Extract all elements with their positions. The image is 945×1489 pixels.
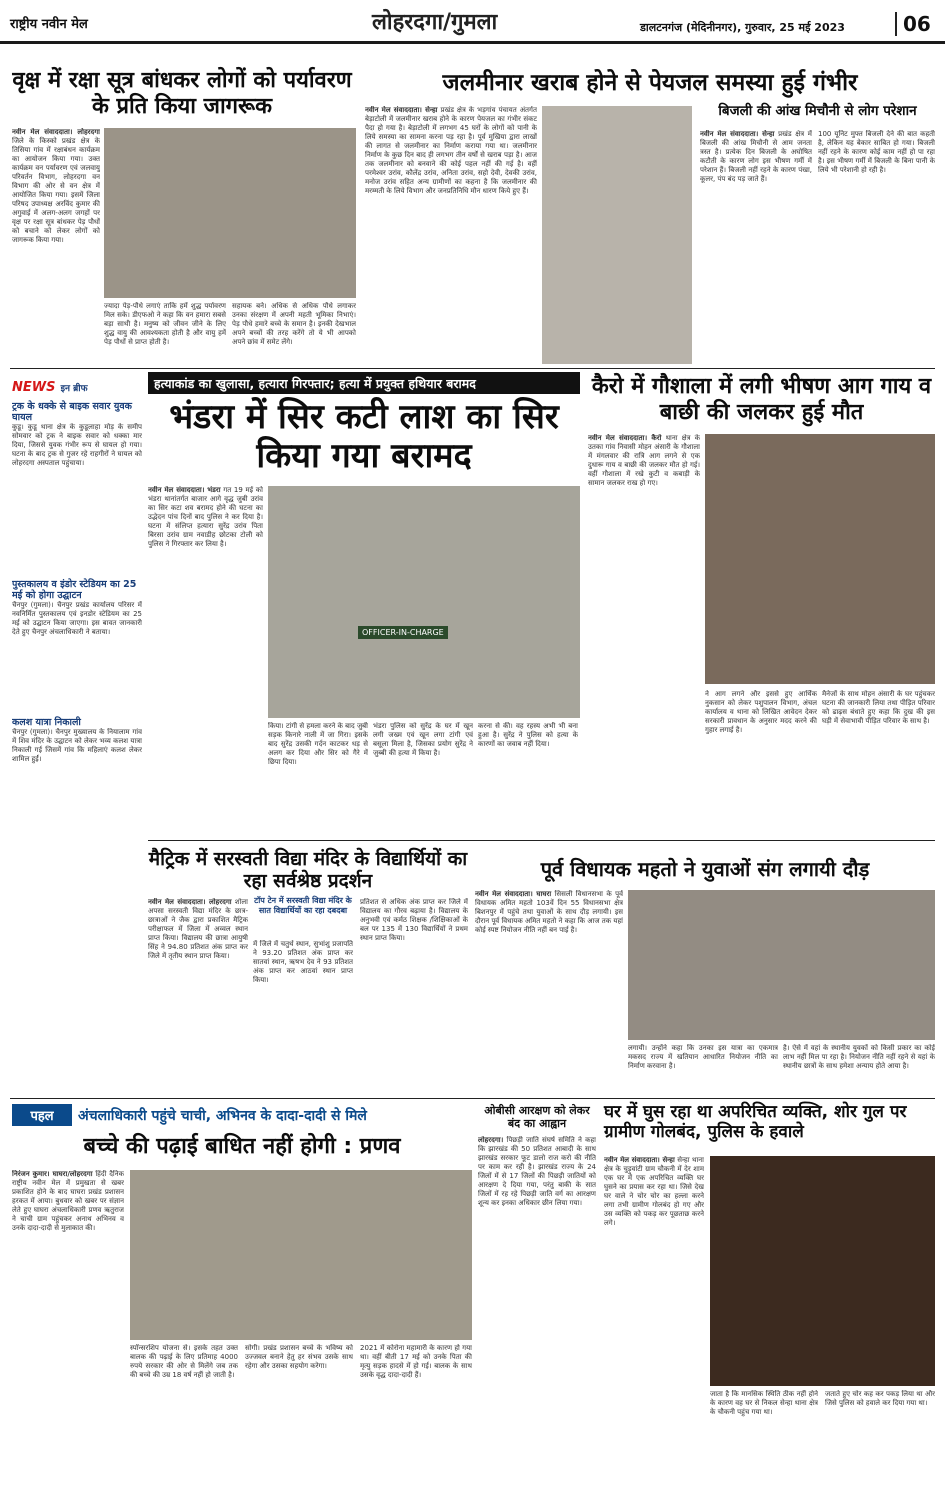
- officer-sign: OFFICER-IN-CHARGE: [358, 626, 448, 639]
- story6-text: शोला अपसा सरस्वती विद्या मंदिर के छात्र-छात्राओं ने जैक द्वारा प्रकाशित मैट्रिक परीक्षाफल में जिला में अव्वल स्थान प्राप्त किया। विद्यालय की छात्रा आयुषी सिंह ने 94.80 प्रतिशत अंक प्राप्त कर जिले में तृतीय स्थान प्राप्त किया।: [148, 898, 248, 960]
- brief-text: कुडू। कुडू थाना क्षेत्र के कुडूलाहा मोड़ के समीप सोमवार को ट्रक ने बाइक सवार को धक्का मार दिया, जिससे युवक गंभीर रूप से घायल हो गया। घटना के बाद ट्रक से गुजर रहे राहगीरों ने घायल को लोहरदगा अस्पताल पहुंचाया।: [12, 423, 142, 467]
- page-number: 06: [895, 12, 931, 36]
- story2-body: [365, 106, 537, 364]
- story4-text: गत 19 मई को भंडरा थानांतर्गत बाजार आगे वृद्ध जुबी उरांव का सिर कटा शव बरामद होने की घटना का उद्भेदन पांच दिनों बाद पुलिस ने कर दिया है। घटना में संलिप्त हत्यारा सुरेंद्र उरांव पिता बिरसा उरांव ग्राम नवाडीह छोटका टोली को पुलिस ने गिरफ्तार कर लिया है।: [148, 486, 263, 548]
- brief-item: [12, 717, 142, 838]
- story10-photo-suspect: [710, 1156, 935, 1386]
- story4-kicker: हत्याकांड का खुलासा, हत्यारा गिरफ्तार; हत्या में प्रयुक्त हथियार बरामद: [148, 372, 580, 394]
- story6-body: [148, 898, 248, 1094]
- story10-col2: जाता है कि मानसिक स्थिति ठीक नहीं होने के कारण वह घर से निकल सेन्हा थाना क्षेत्र के चौकनी पहुंच गया था।: [710, 1390, 818, 1416]
- story7-text: सिसली विधानसभा के पूर्व विधायक अमित महतो 103वें दिन 55 विधानसभा क्षेत्र बिशनपुर में पहुंचे तथा युवाओं के साथ दौड़ लगायी। इस दौरान पूर्व विधायक अमित महतो ने कहा कि आज तक यहां कोई स्पष्ट नियोजन नीति नहीं बन पाई है।: [475, 890, 623, 934]
- news-brief-logo: NEWS: [12, 380, 56, 395]
- story7-col2: लगायी। उन्होंने कहा कि उनका इस यात्रा का एकमात्र मकसद राज्य में खतियान आधारित नियोजन नीति का निर्माण करवाना है।: [628, 1044, 778, 1070]
- story8-headline: बच्चे की पढ़ाई बाधित नहीं होगी : प्रणव: [83, 1134, 401, 1159]
- story3-text: प्रखंड क्षेत्र में बिजली की आंख मिचौनी से आम जनता त्रस्त है। प्रत्येक दिन बिजली के अघोषित कटौती के कारण लोग इस भीषण गर्मी में परेशान हैं। बिजली नहीं रहने के कारण पंखा, कूलर, पंप बंद पड़ जाते हैं।: [700, 130, 812, 183]
- story5-photo-fire: [705, 434, 935, 684]
- story10-dateline: नवीन मेल संवाददाता। सेन्हा: [604, 1156, 675, 1164]
- story2-dateline: नवीन मेल संवाददाता। सेन्हा: [365, 106, 438, 114]
- story1-col2: ज्यादा पेड़-पौधे लगाएं ताकि हमें शुद्ध पर्यावरण मिल सके। डीएफओ ने कहा कि वन हमारा सबसे बड़ा साथी है। मनुष्य को जीवन जीने के लिए शुद्ध वायु की आवश्यकता होती है और वायु हमें पेड़ पौधों से प्राप्त होती है।: [104, 302, 226, 346]
- divider: [10, 1098, 935, 1099]
- story10-body: [604, 1156, 704, 1480]
- story2-photo-water-tank: [542, 106, 692, 364]
- brief-item: [12, 401, 142, 573]
- story4-dateline: नवीन मेल संवाददाता। भंडरा: [148, 486, 221, 494]
- story5-headline: कैरो में गौशाला में लगी भीषण आग गाय व बाछी की जलकर हुई मौत: [591, 374, 932, 425]
- section-title: लोहरदगा/गुमला: [372, 10, 498, 35]
- divider: [10, 368, 935, 369]
- page-header: [0, 0, 945, 44]
- news-brief-logo-sub: इन ब्रीफ: [60, 384, 88, 394]
- story8-kicker: अंचलाधिकारी पहुंचे चाची, अभिनव के दादा-दादी से मिले: [78, 1108, 367, 1124]
- story7-dateline: नवीन मेल संवाददाता। घाघरा: [475, 890, 552, 898]
- story1-text: जिले के किस्को प्रखंड क्षेत्र के तिसिया गांव में रक्षाबंधन कार्यक्रम का आयोजन किया गया। उक्त कार्यक्रम वन पर्यावरण एवं जलवायु परिवर्तन विभाग, लोहरदगा वन विभाग की ओर से वन क्षेत्र में आयोजित किया गया। इसमें जिला परिषद उपाध्यक्ष अरविंद कुमार की अगुवाई में अलग-अलग जगहों पर वृक्ष पर रक्षा सूत्र बांधकर पेड़ पौधों को बचाने को लेकर लोगों को जागरूक किया गया।: [12, 137, 100, 244]
- story7-body: [475, 890, 623, 1094]
- story5-body: [588, 434, 700, 834]
- story1-dateline: नवीन मेल संवाददाता। लोहरदगा: [12, 128, 100, 136]
- story2-text: प्रखंड क्षेत्र के भड़गांव पंचायत अंतर्गत बेड़ाटोली में जलमीनार खराब होने के कारण पेयजल का गंभीर संकट पैदा हो गया है। बेड़ाटोली में लगभग 45 घरों के लोगों को पानी के लिये समस्या का सामना करना पड़ रहा है। पूर्व मुखिया द्वारा लाखों की लागत से जलमीनार का निर्माण कराया गया था। जलमीनार निर्माण के कुछ दिन बाद ही लगभग तीन वर्षों से खराब पड़ा है।: [365, 106, 537, 159]
- brief-text: चैनपुर (गुमला)। चैनपुर प्रखंड कार्यालय परिसर में नवनिर्मित पुस्तकालय एवं इनडोर स्टेडियम का 25 मई को उद्घाटन किया जाएगा। इस बावत जानकारी देते हुए चैनपुर अंचलाधिकारी ने बताया।: [12, 601, 142, 636]
- brief-text: चैनपुर (गुमला)। चैनपुर मुख्यालय के नियालाम गांव में शिव मंदिर के उद्घाटन को लेकर भव्य कलश यात्रा निकाली गई जिसमें गांव कि महिलाएं कलश लेकर शामिल हुईं।: [12, 728, 142, 763]
- story9-body: [478, 1136, 596, 1480]
- brief-title: ट्रक के धक्के से बाइक सवार युवक घायल: [12, 401, 132, 423]
- story8-col3: सोगी। प्रखंड प्रशासन बच्चे के भविष्य को उज्जवल बनाने हेतु हर संभव उसके साथ रहेगा और उसका सहयोग करेगा।: [245, 1344, 353, 1370]
- story6-dateline: नवीन मेल संवाददाता। लोहरदगा: [148, 898, 232, 906]
- story1-photo: [104, 128, 356, 298]
- issue-date: डालटनगंज (मेदिनीनगर), गुरुवार, 25 मई 2023: [640, 21, 845, 34]
- story3-body: [700, 130, 812, 364]
- story8-body: [12, 1170, 124, 1480]
- story9-headline: ओबीसी आरक्षण को लेकर बंद का आह्वान: [484, 1104, 590, 1130]
- story10-col3: जताते हुए चोर कह कर पकड़ लिया था और जिसे पुलिस को हवाले कर दिया गया था।: [825, 1390, 935, 1407]
- story4-col2: किया। टांगी से हमला करने के बाद जुबी सड़क किनारे नाली में जा गिरा। इसके बाद सुरेंद्र उसकी गर्दन काटकर धड़ से अलग कर दिया और सिर को गैरे में छिपा दिया।: [268, 722, 368, 766]
- story8-photo: [130, 1170, 472, 1340]
- story7-col3: है। ऐसे में वहां के स्थानीय युवकों को किसी प्रकार का कोई लाभ नहीं मिल पा रहा है। नियोजन नीति नहीं रहने से यहां के स्थानीय छात्रों के साथ हमेशा अन्याय होते आया है।: [783, 1044, 935, 1070]
- story2-col2: आज तक जलमीनार को बनवाने की कोई पहल नहीं की गई है। वहीं परमेश्वर उरांव, कौलेंद्र उरांव, अनिता उरांव, सहो देवी, देवकी उरांव, मनोज उरांव सहित अन्य ग्रामीणों का कहना है कि जलमीनार की मरम्मती के लिये विभाग और जनप्रतिनिधि मौन धारण किये हुए हैं।: [365, 151, 537, 195]
- story3-headline: बिजली की आंख मिचौनी से लोग परेशान: [718, 103, 917, 119]
- story4-headline: भंडरा में सिर कटी लाश का सिर किया गया बरामद: [169, 397, 559, 477]
- story10-headline: घर में घुस रहा था अपरिचित व्यक्ति, शोर गुल पर ग्रामीण गोलबंद, पुलिस के हवाले: [604, 1102, 907, 1143]
- story8-dateline: निरंजन कुमार। घाघरा/लोहरदगा: [12, 1170, 93, 1178]
- story9-text: पिछड़ी जाति संघर्ष समिति ने कहा कि झारखंड की 50 प्रतिशत आबादी के साथ झारखंड सरकार फूट डालो राज करो की नीति पर काम कर रही है। झारखंड राज्य के 24 जिलों में से 17 जिलों की पिछड़ी जातियों को आरक्षण दे दिया गया, परंतु बाकी के सात जिलों में रह रहे पिछड़ी जाति वर्ग का आरक्षण शून्य कर इनका अधिकार छीन लिया गया।: [478, 1136, 596, 1207]
- brief-item: [12, 579, 142, 711]
- story1-col3: सहायक बने। अधिक से अधिक पौधे लगाकर उनका संरक्षण में अपनी महती भूमिका निभाएं। पेड़ पौधे हमारे बच्चे के समान है। इनकी देखभाल अपने बच्चों की तरह करेंगे तो ये भी आपको अपने छांव में समेट लेंगे।: [232, 302, 356, 346]
- story5-col3: मैनेजों के साथ मोहन अंसारी के घर पहुंचकर घटना की जानकारी लिया तथा पीड़ित परिवार को ढाढ़स बंधाते हुए कहा कि दुख की इस घड़ी में सेवाभावी पीड़ित परिवार के साथ है।: [822, 690, 935, 725]
- story4-col4: करना से की। वह रहस्य अभी भी बना हुआ है। सुरेंद्र ने पुलिस को हत्या के कारणों का जवाब नहीं दिया।: [478, 722, 578, 748]
- story3-col2: 100 यूनिट मुफ्त बिजली देने की बात कहती है, लेकिन यह बेकार साबित हो गया। बिजली नहीं रहने के कारण कोई काम नहीं हो पा रहा है। इस भीषण गर्मी में बिजली के बिना पानी के लिये भी परेशानी हो रही है।: [818, 130, 935, 174]
- story2-headline: जलमीनार खराब होने से पेयजल समस्या हुई गंभीर: [442, 70, 858, 96]
- story8-text: हिंदी दैनिक राष्ट्रीय नवीन मेल में प्रमुखता से खबर प्रकाशित होने के बाद घाघरा प्रखंड प्रशासन हरकत में आया। बुधवार को खबर पर संज्ञान लेते हुए घाघरा अंचलाधिकारी प्रणव ऋतुराज ने चाची ग्राम पहुंचकर अनाथ अभिनव व उनके दादा-दादी से मुलाकात की।: [12, 1170, 124, 1232]
- story6-col3: प्रतिशत से अधिक अंक प्राप्त कर जिले में विद्यालय का गौरव बढ़ाया है। विद्यालय के अनुभवी एवं कर्मठ शिक्षक /शिक्षिकाओं के बल पर 135 में 130 विद्यार्थियों ने प्रथम स्थान प्राप्त किया।: [360, 898, 468, 942]
- brief-title: पुस्तकालय व इंडोर स्टेडियम का 25 मई को होगा उद्घाटन: [12, 579, 137, 601]
- story3-dateline: नवीन मेल संवाददाता। सेन्हा: [700, 130, 775, 138]
- news-brief-column: [12, 376, 142, 856]
- story10-text: सेन्हा थाना क्षेत्र के चुड़ुवांटी ग्राम चौकनी में देर शाम एक घर में एक अपरिचित व्यक्ति घर घुसने का प्रयास कर रहा था। जिसे देख घर वाले ने चोर चोर का हल्ला करने लगा तभी ग्रामीण गोलबंद हो गए और उस व्यक्ति को पकड़ कर पूछताछ करने लगे।: [604, 1156, 704, 1227]
- story4-body: [148, 486, 263, 718]
- brief-title: कलश यात्रा निकाली: [12, 717, 81, 728]
- story7-headline: पूर्व विधायक महतो ने युवाओं संग लगायी दौड़: [540, 857, 870, 881]
- story4-col3: भंडरा पुलिस को सुरेंद्र के घर में खून लगी जख्म एवं खून लगा टांगी एवं बसूला मिला है, जिसका प्रयोग सुरेंद्र ने जुब्बी की हत्या में किया है।: [373, 722, 473, 757]
- story8-col2: स्पॉन्सरशिप योजना से। इसके तहत उक्त बालक की पढ़ाई के लिए प्रतिमाह 4000 रुपये सरकार की ओर से मिलेंगे जब तक की बच्चे की उम्र 18 वर्ष नहीं हो जाती है।: [130, 1344, 238, 1379]
- story8-tag: पहल: [12, 1104, 72, 1126]
- story5-dateline: नवीन मेल संवाददाता। कैरो: [588, 434, 662, 442]
- story7-photo-run: [628, 890, 935, 1040]
- brand-name: राष्ट्रीय नवीन मेल: [10, 17, 88, 32]
- story4-photo-police: [268, 486, 580, 718]
- story1-headline: वृक्ष में रक्षा सूत्र बांधकर लोगों को पर्यावरण के प्रति किया जागरूक: [12, 68, 352, 119]
- story6-subhead: टॉप टेन में सरस्वती विद्या मंदिर के सात विद्यार्थियों का रहा दबदबा: [254, 896, 352, 915]
- story8-col4: 2021 में कोरोना महामारी के कारण हो गया था। वहीं बीती 17 मई को उनके पिता की मृत्यु सड़क हादसे में हो गई। बालक के साथ उसके वृद्ध दादा-दादी हैं।: [360, 1344, 472, 1379]
- story9-dateline: लोहरदगा।: [478, 1136, 504, 1144]
- story5-text: थाना क्षेत्र के उतका गांव निवासी मोहन अंसारी के गौशाला में मंगलवार की रात्रि आग लगने से एक दुधारू गाय व बाछी की जलकर मौत हो गई। वहीं गौशाला में रखे कुटी व कबाड़ी के सामान जलकर राख हो गए।: [588, 434, 700, 487]
- story6-col2: में जिले में चतुर्थ स्थान, सुभांशु प्रजापति ने 93.20 प्रतिशत अंक प्राप्त कर सातवां स्थान, ऋषभ देव ने 93 प्रतिशत अंक प्राप्त कर आठवां स्थान प्राप्त किया।: [253, 940, 353, 984]
- divider: [148, 840, 935, 841]
- story6-headline: मैट्रिक में सरस्वती विद्या मंदिर के विद्यार्थियों का रहा सर्वश्रेष्ठ प्रदर्शन: [148, 848, 468, 893]
- story5-col2: ने आग लगने और इससे हुए आर्थिक नुकसान को लेकर पशुपालन विभाग, अंचल कार्यालय व थाना को लिखित आवेदन देकर सरकारी प्रावधान के अनुसार मदद करने की गुहार लगाई है।: [705, 690, 817, 734]
